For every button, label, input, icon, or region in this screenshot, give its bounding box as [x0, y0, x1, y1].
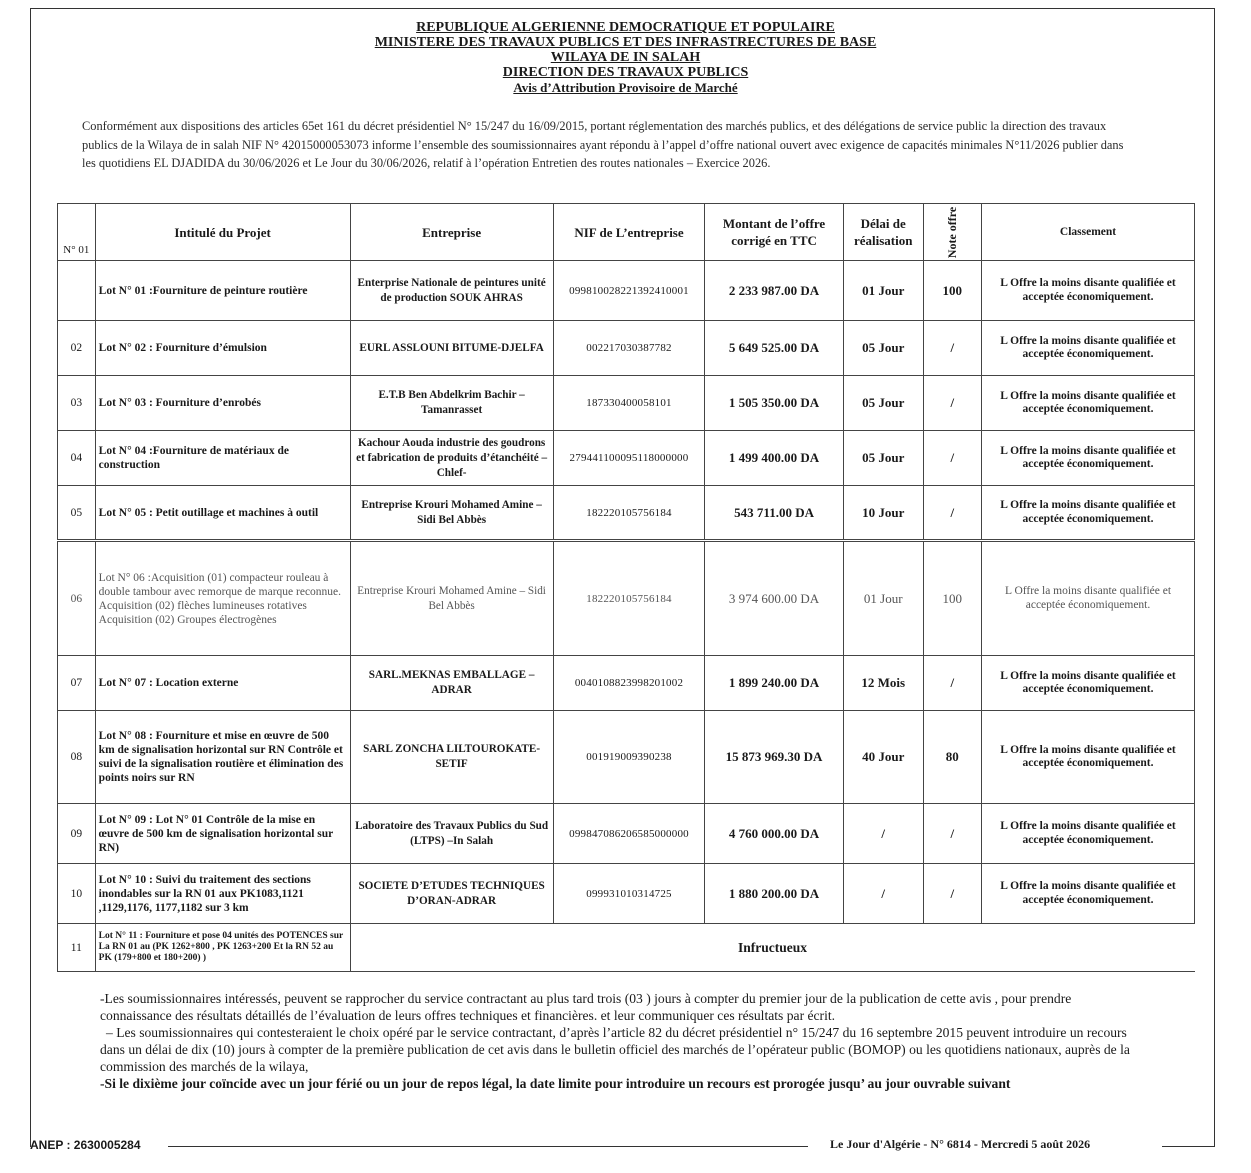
- company-nif: 002217030387782: [553, 321, 705, 376]
- offer-score: /: [923, 656, 981, 711]
- offer-amount: 15 873 969.30 DA: [705, 711, 844, 804]
- offer-amount: 5 649 525.00 DA: [705, 321, 844, 376]
- attribution-table: [57, 203, 1195, 972]
- project-title: Lot N° 05 : Petit outillage et machines à outil: [95, 486, 350, 541]
- project-title: Lot N° 09 : Lot N° 01 Contrôle de la mise en œuvre de 500 km de signalisation horizontal sur RN): [95, 804, 350, 864]
- ranking: L Offre la moins disante qualifiée et acceptée économiquement.: [982, 711, 1195, 804]
- offer-amount: 1 505 350.00 DA: [705, 376, 844, 431]
- offer-amount: 4 760 000.00 DA: [705, 804, 844, 864]
- offer-amount: 1 880 200.00 DA: [705, 864, 844, 924]
- table-row: [58, 711, 1195, 804]
- table-row: [58, 486, 1195, 541]
- header-delai: Délai de réalisation: [843, 204, 923, 261]
- offer-score: 100: [923, 541, 981, 656]
- footer-paragraph-1: -Les soumissionnaires intéressés, peuvent se rapprocher du service contractant au plus tard trois (03 ) jours à compter du premier jour de la publication de cette avis , pour prendre connaissance des résultats détaillés de l’évaluation de leurs offres techniques et financières. et leur communiquer ces résultats par écrit.: [100, 991, 1072, 1023]
- header-classement: Classement: [982, 204, 1195, 261]
- company-nif: 001919009390238: [553, 711, 705, 804]
- offer-score: /: [923, 431, 981, 486]
- offer-amount: 543 711.00 DA: [705, 486, 844, 541]
- header-entreprise: Entreprise: [350, 204, 553, 261]
- offer-score: 100: [923, 261, 981, 321]
- row-number: 06: [58, 541, 96, 656]
- company-name: Enterprise Nationale de peintures unité de production SOUK AHRAS: [350, 261, 553, 321]
- header-note: Note offre: [923, 204, 981, 261]
- row-number: 07: [58, 656, 96, 711]
- company-name: SARL.MEKNAS EMBALLAGE – ADRAR: [350, 656, 553, 711]
- row-number: 02: [58, 321, 96, 376]
- table-row: [58, 321, 1195, 376]
- notice-title: Avis d’Attribution Provisoire de Marché: [513, 80, 738, 95]
- offer-score: /: [923, 804, 981, 864]
- delivery-delay: 10 Jour: [843, 486, 923, 541]
- project-title: Lot N° 03 : Fourniture d’enrobés: [95, 376, 350, 431]
- header-line-4: DIRECTION DES TRAVAUX PUBLICS: [502, 65, 749, 80]
- delivery-delay: 05 Jour: [843, 321, 923, 376]
- company-name: Kachour Aouda industrie des goudrons et fabrication de produits d’étanchéité –Chlef-: [350, 431, 553, 486]
- company-name: Laboratoire des Travaux Publics du Sud (LTPS) –In Salah: [350, 804, 553, 864]
- footer-paragraph-3: -Si le dixième jour coïncide avec un jour férié ou un jour de repos légal, la date limite pour introduire un recours est prorogée jusqu’ au jour ouvrable suivant: [100, 1076, 1011, 1091]
- offer-amount: 2 233 987.00 DA: [705, 261, 844, 321]
- ranking: L Offre la moins disante qualifiée et acceptée économiquement.: [982, 486, 1195, 541]
- table-row: [58, 376, 1195, 431]
- company-nif: 0040108823998201002: [553, 656, 705, 711]
- offer-score: /: [923, 864, 981, 924]
- delivery-delay: /: [843, 864, 923, 924]
- offer-amount: 1 499 400.00 DA: [705, 431, 844, 486]
- ranking: L Offre la moins disante qualifiée et acceptée économiquement.: [982, 431, 1195, 486]
- header: [0, 20, 1251, 95]
- header-line-2: MINISTERE DES TRAVAUX PUBLICS ET DES INFRASTRECTURES DE BASE: [374, 35, 877, 50]
- row-number: 04: [58, 431, 96, 486]
- ranking: L Offre la moins disante qualifiée et acceptée économiquement.: [982, 864, 1195, 924]
- lot-status: Infructueux: [350, 924, 1195, 972]
- project-title: Lot N° 06 :Acquisition (01) compacteur rouleau à double tambour avec remorque de marque reconnue. Acquisition (02) flèches lumineuses rotatives Acquisition (02) Groupes électrogènes: [95, 541, 350, 656]
- project-title: Lot N° 11 : Fourniture et pose 04 unités des POTENCES sur La RN 01 au (PK 1262+800 , PK 1263+200 Et la RN 52 au PK (179+800 et 180+200) ): [95, 924, 350, 972]
- company-nif: 182220105756184: [553, 541, 705, 656]
- offer-score: /: [923, 376, 981, 431]
- company-nif: 099847086206585000000: [553, 804, 705, 864]
- offer-score: /: [923, 486, 981, 541]
- footer-paragraph-2: – Les soumissionnaires qui contesteraient le choix opéré par le service contractant, d’après l’article 82 du décret présidentiel n° 15/247 du 16 septembre 2015 peuvent introduire un recours dans un délai de dix (10) jours à compter de la première publication de cet avis dans le bulletin officiel des marchés de l’opérateur public (BOMOP) ou les quotidiens nationaux, auprès de la commission des marchés de la wilaya,: [100, 1025, 1130, 1074]
- table-row: [58, 541, 1195, 656]
- company-nif: 187330400058101: [553, 376, 705, 431]
- header-nif: NIF de L’entreprise: [553, 204, 705, 261]
- row-number: 08: [58, 711, 96, 804]
- row-number: 10: [58, 864, 96, 924]
- project-title: Lot N° 10 : Suivi du traitement des sections inondables sur la RN 01 aux PK1083,1121 ,1129,1176, 1177,1182 sur 3 km: [95, 864, 350, 924]
- footer-notes: [100, 990, 1140, 1092]
- company-nif: 182220105756184: [553, 486, 705, 541]
- divider: [1162, 1146, 1214, 1147]
- offer-score: 80: [923, 711, 981, 804]
- company-nif: 099931010314725: [553, 864, 705, 924]
- table-row: [58, 431, 1195, 486]
- offer-amount: 3 974 600.00 DA: [705, 541, 844, 656]
- delivery-delay: 40 Jour: [843, 711, 923, 804]
- project-title: Lot N° 02 : Fourniture d’émulsion: [95, 321, 350, 376]
- company-name: SOCIETE D’ETUDES TECHNIQUES D’ORAN-ADRAR: [350, 864, 553, 924]
- table-row: [58, 656, 1195, 711]
- header-line-3: WILAYA DE IN SALAH: [550, 50, 701, 65]
- delivery-delay: 01 Jour: [843, 261, 923, 321]
- table-row: [58, 261, 1195, 321]
- company-name: Entreprise Krouri Mohamed Amine – Sidi Bel Abbès: [350, 541, 553, 656]
- delivery-delay: /: [843, 804, 923, 864]
- delivery-delay: 05 Jour: [843, 376, 923, 431]
- company-name: EURL ASSLOUNI BITUME-DJELFA: [350, 321, 553, 376]
- delivery-delay: 12 Mois: [843, 656, 923, 711]
- company-nif: 279441100095118000000: [553, 431, 705, 486]
- row-number: 03: [58, 376, 96, 431]
- project-title: Lot N° 07 : Location externe: [95, 656, 350, 711]
- ranking: L Offre la moins disante qualifiée et acceptée économiquement.: [982, 656, 1195, 711]
- project-title: Lot N° 08 : Fourniture et mise en œuvre de 500 km de signalisation horizontal sur RN Contrôle et suivi de la signalisation routière et élimination des points noirs sur RN: [95, 711, 350, 804]
- header-num: N° 01: [58, 204, 96, 261]
- header-projet: Intitulé du Projet: [95, 204, 350, 261]
- ranking: L Offre la moins disante qualifiée et acceptée économiquement.: [982, 804, 1195, 864]
- journal-footer: Le Jour d'Algérie - N° 6814 - Mercredi 5 août 2026: [830, 1137, 1091, 1151]
- delivery-delay: 01 Jour: [843, 541, 923, 656]
- ranking: L Offre la moins disante qualifiée et acceptée économiquement.: [982, 261, 1195, 321]
- company-name: E.T.B Ben Abdelkrim Bachir – Tamanrasset: [350, 376, 553, 431]
- table-row: [58, 924, 1195, 972]
- ranking: L Offre la moins disante qualifiée et acceptée économiquement.: [982, 541, 1195, 656]
- intro-paragraph: Conformément aux dispositions des articles 65et 161 du décret présidentiel N° 15/247 du 16/09/2015, portant réglementation des marchés publics, et des délégations de service public la direction des travaux publics de la Wilaya de in salah NIF N° 42015000053073 informe l’ensemble des soumissionnaires ayant répondu à l’appel d’offre national ouvert avec exigence de capacités minimales N°11/2026 publier dans les quotidiens EL DJADIDA du 30/06/2026 et Le Jour du 30/06/2026, relatif à l’opération Entretien des routes nationales – Exercice 2026.: [82, 119, 1124, 170]
- table-row: [58, 804, 1195, 864]
- company-name: Entreprise Krouri Mohamed Amine – Sidi Bel Abbès: [350, 486, 553, 541]
- company-nif: 099810028221392410001: [553, 261, 705, 321]
- delivery-delay: 05 Jour: [843, 431, 923, 486]
- offer-amount: 1 899 240.00 DA: [705, 656, 844, 711]
- company-name: SARL ZONCHA LILTOUROKATE-SETIF: [350, 711, 553, 804]
- ranking: L Offre la moins disante qualifiée et acceptée économiquement.: [982, 321, 1195, 376]
- anep-reference: ANEP : 2630005284: [30, 1138, 141, 1152]
- table-header-row: [58, 204, 1195, 261]
- row-number: 05: [58, 486, 96, 541]
- row-number: [58, 261, 96, 321]
- row-number: 11: [58, 924, 96, 972]
- ranking: L Offre la moins disante qualifiée et acceptée économiquement.: [982, 376, 1195, 431]
- header-line-1: REPUBLIQUE ALGERIENNE DEMOCRATIQUE ET POPULAIRE: [416, 20, 835, 35]
- divider: [168, 1146, 808, 1147]
- table-row: [58, 864, 1195, 924]
- offer-score: /: [923, 321, 981, 376]
- row-number: 09: [58, 804, 96, 864]
- project-title: Lot N° 01 :Fourniture de peinture routière: [95, 261, 350, 321]
- project-title: Lot N° 04 :Fourniture de matériaux de construction: [95, 431, 350, 486]
- header-montant: Montant de l’offre corrigé en TTC: [705, 204, 844, 261]
